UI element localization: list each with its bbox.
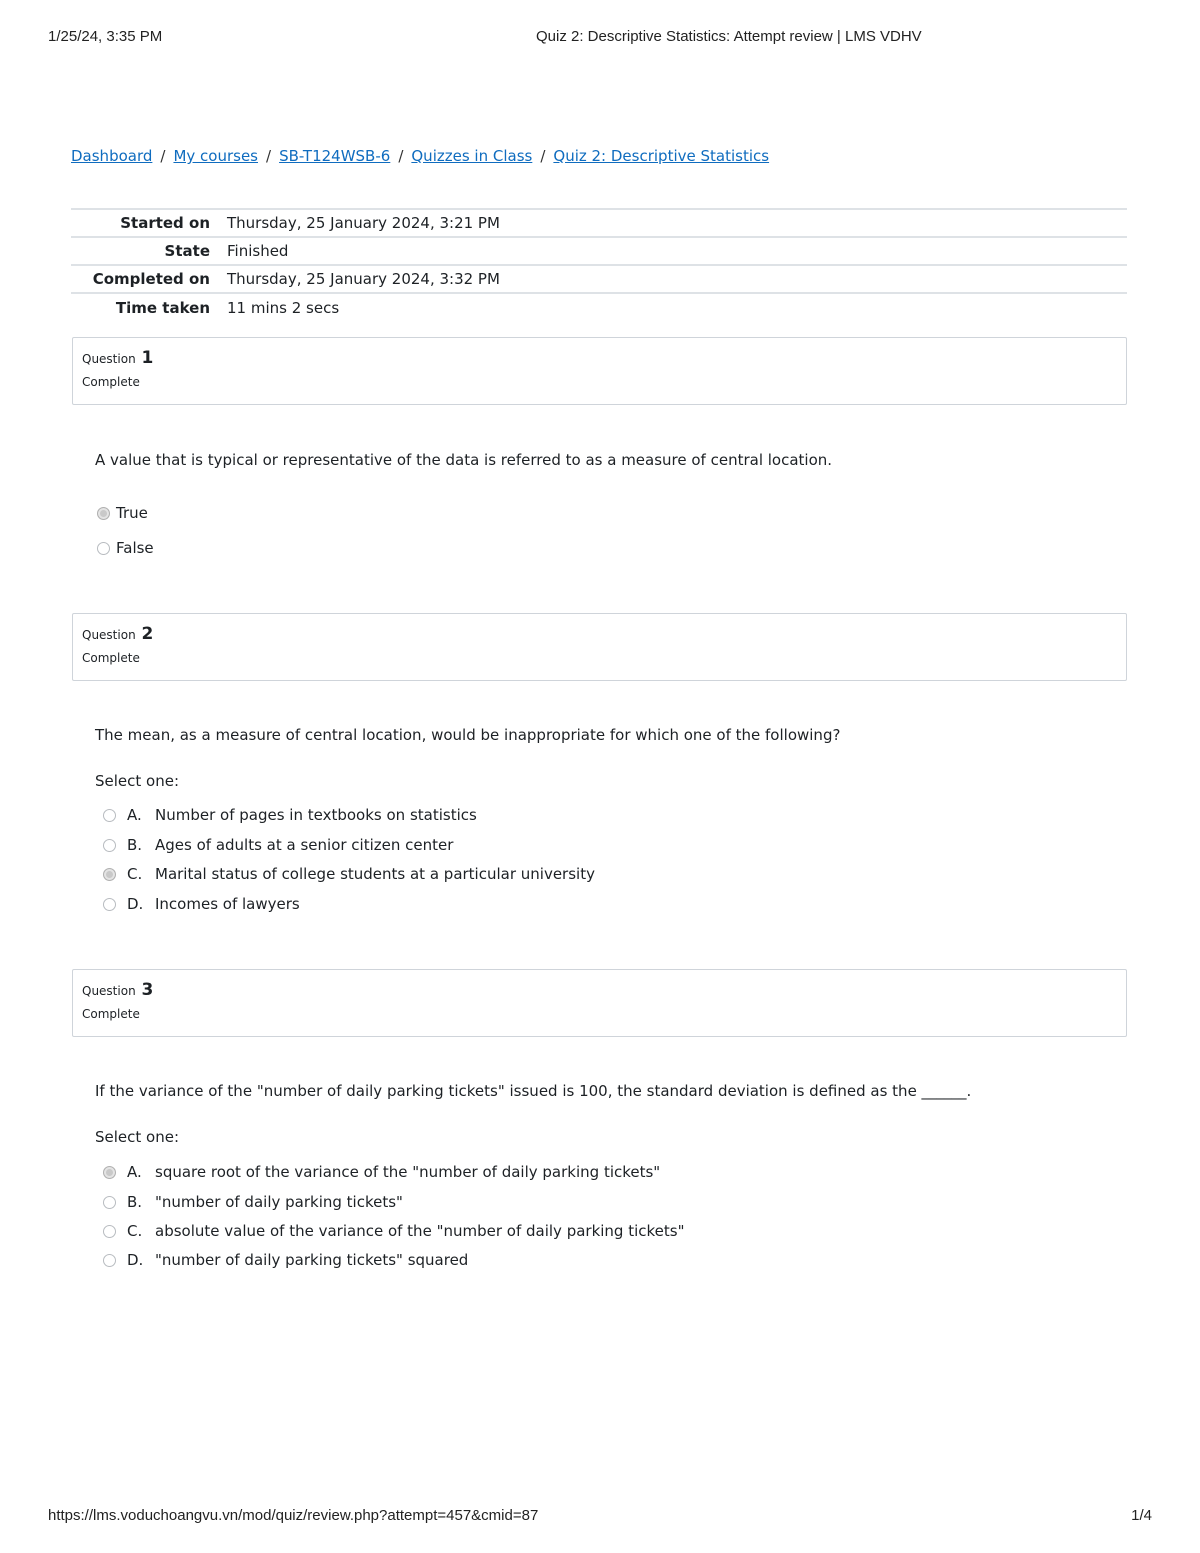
question-number xyxy=(82,348,1117,368)
question-prefix: Question xyxy=(82,352,136,366)
radio-icon[interactable] xyxy=(103,898,116,911)
summary-value: Thursday, 25 January 2024, 3:21 PM xyxy=(227,214,500,232)
radio-selected-icon[interactable] xyxy=(97,507,110,520)
radio-icon[interactable] xyxy=(103,1225,116,1238)
question-2-option-c[interactable] xyxy=(103,865,595,883)
summary-row-time-taken xyxy=(71,294,1127,322)
summary-row-completed-on xyxy=(71,266,1127,294)
breadcrumb-separator: / xyxy=(160,147,166,165)
breadcrumb-separator: / xyxy=(266,147,272,165)
attempt-summary-table xyxy=(71,208,1127,322)
print-page-number: 1/4 xyxy=(1131,1507,1152,1524)
option-label: False xyxy=(116,539,154,557)
print-footer xyxy=(48,1507,1152,1527)
summary-value: 11 mins 2 secs xyxy=(227,299,340,317)
question-2-option-b[interactable] xyxy=(103,836,453,854)
breadcrumb-dashboard[interactable]: Dashboard xyxy=(71,147,153,165)
question-state: Complete xyxy=(82,375,140,389)
option-label: Incomes of lawyers xyxy=(155,895,300,913)
select-one-label: Select one: xyxy=(95,1128,180,1146)
question-prefix: Question xyxy=(82,628,136,642)
option-label: Ages of adults at a senior citizen center xyxy=(155,836,454,854)
summary-label: Completed on xyxy=(92,270,210,288)
question-2-option-a[interactable] xyxy=(103,806,477,824)
summary-label: State xyxy=(164,242,210,260)
print-header xyxy=(48,28,1152,48)
radio-selected-icon[interactable] xyxy=(103,868,116,881)
option-label: "number of daily parking tickets" squared xyxy=(155,1251,469,1269)
question-1-info xyxy=(72,337,1127,405)
question-state: Complete xyxy=(82,651,140,665)
option-letter: C. xyxy=(127,865,143,883)
radio-icon[interactable] xyxy=(97,542,110,555)
summary-row-started-on xyxy=(71,210,1127,238)
summary-value: Finished xyxy=(227,242,289,260)
question-2-option-d[interactable] xyxy=(103,895,300,913)
question-1-option-false[interactable] xyxy=(97,539,154,557)
option-label: "number of daily parking tickets" xyxy=(155,1193,403,1211)
option-letter: B. xyxy=(127,1193,143,1211)
breadcrumb xyxy=(71,147,769,165)
select-one-label: Select one: xyxy=(95,772,180,790)
summary-label: Started on xyxy=(120,214,210,232)
question-number-value: 2 xyxy=(141,624,154,644)
question-1-option-true[interactable] xyxy=(97,504,148,522)
question-3-info xyxy=(72,969,1127,1037)
option-letter: D. xyxy=(127,1251,144,1269)
breadcrumb-quiz[interactable]: Quiz 2: Descriptive Statistics xyxy=(553,147,770,165)
question-number-value: 3 xyxy=(141,980,154,1000)
question-state: Complete xyxy=(82,1007,140,1021)
option-label: True xyxy=(116,504,148,522)
question-3-option-b[interactable] xyxy=(103,1193,403,1211)
option-letter: A. xyxy=(127,806,142,824)
question-2-text: The mean, as a measure of central location, would be inappropriate for which one of the following? xyxy=(95,726,841,744)
option-label: square root of the variance of the "number of daily parking tickets" xyxy=(155,1163,661,1181)
option-label: absolute value of the variance of the "number of daily parking tickets" xyxy=(155,1222,685,1240)
breadcrumb-my-courses[interactable]: My courses xyxy=(173,147,258,165)
question-3-option-a[interactable] xyxy=(103,1163,660,1181)
print-datetime: 1/25/24, 3:35 PM xyxy=(48,28,163,45)
radio-icon[interactable] xyxy=(103,809,116,822)
question-3-text: If the variance of the "number of daily parking tickets" issued is 100, the standard deviation is defined as the ______. xyxy=(95,1082,972,1100)
question-number xyxy=(82,624,1117,644)
question-3-option-c[interactable] xyxy=(103,1222,685,1240)
breadcrumb-separator: / xyxy=(398,147,404,165)
print-page-title: Quiz 2: Descriptive Statistics: Attempt review | LMS VDHV xyxy=(536,28,922,45)
summary-row-state xyxy=(71,238,1127,266)
breadcrumb-separator: / xyxy=(540,147,546,165)
question-number xyxy=(82,980,1117,1000)
breadcrumb-quizzes-in-class[interactable]: Quizzes in Class xyxy=(411,147,533,165)
print-url: https://lms.voduchoangvu.vn/mod/quiz/review.php?attempt=457&cmid=87 xyxy=(48,1507,539,1524)
summary-label: Time taken xyxy=(115,299,210,317)
question-1-text: A value that is typical or representative of the data is referred to as a measure of central location. xyxy=(95,451,833,469)
radio-icon[interactable] xyxy=(103,1196,116,1209)
option-letter: A. xyxy=(127,1163,142,1181)
breadcrumb-course[interactable]: SB-T124WSB-6 xyxy=(279,147,391,165)
question-prefix: Question xyxy=(82,984,136,998)
option-letter: B. xyxy=(127,836,143,854)
radio-selected-icon[interactable] xyxy=(103,1166,116,1179)
radio-icon[interactable] xyxy=(103,839,116,852)
question-number-value: 1 xyxy=(141,348,154,368)
question-2-info xyxy=(72,613,1127,681)
option-letter: C. xyxy=(127,1222,143,1240)
option-label: Number of pages in textbooks on statistics xyxy=(155,806,477,824)
option-letter: D. xyxy=(127,895,144,913)
question-3-option-d[interactable] xyxy=(103,1251,468,1269)
summary-value: Thursday, 25 January 2024, 3:32 PM xyxy=(227,270,500,288)
radio-icon[interactable] xyxy=(103,1254,116,1267)
option-label: Marital status of college students at a particular university xyxy=(155,865,595,883)
